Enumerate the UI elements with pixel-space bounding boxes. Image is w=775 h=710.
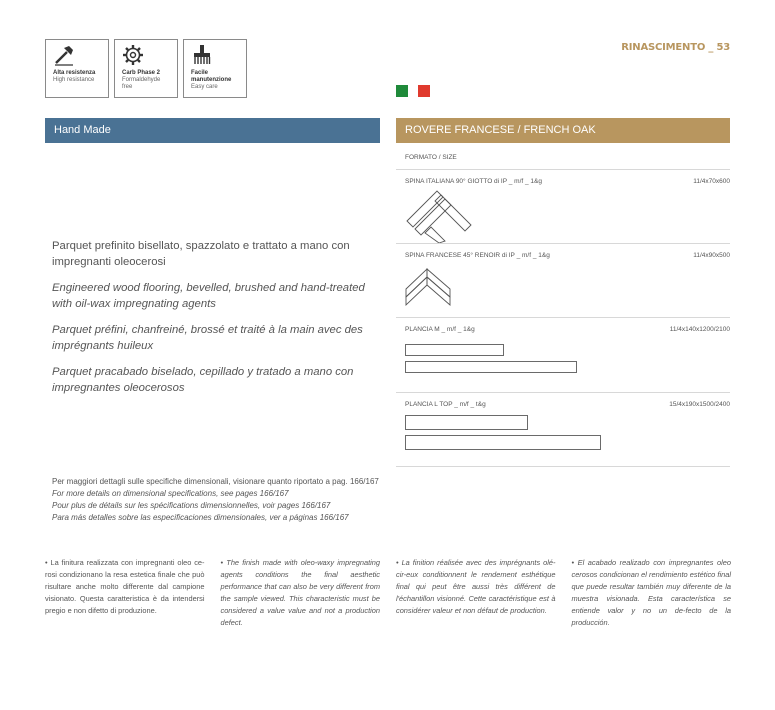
format-size: 11/4x90x500 xyxy=(693,252,730,259)
format-name: SPINA FRANCESE 45° RENOIR di IP _ m/f _ 1&g xyxy=(405,252,550,259)
feature-icons xyxy=(45,39,247,98)
feature-high-resistance xyxy=(45,39,109,98)
brush-icon xyxy=(191,44,213,66)
plank-long xyxy=(405,361,577,373)
description-en: Engineered wood flooring, bevelled, brushed and hand-treated with oil-wax impregnating agents xyxy=(52,282,365,310)
format-size: 11/4x70x600 xyxy=(693,178,730,185)
note-it: • La finitura realizzata con impregnanti oleo ce-rosi condizionano la resa estetica finale che può risultare anche molto differente dal campione visionato. Questa caratteristica è da intendersi pregio e non difetto di produzione. xyxy=(45,558,205,615)
product-title-bar: ROVERE FRANCESE / FRENCH OAK xyxy=(396,118,730,143)
page-label: RINASCIMENTO _ 53 xyxy=(621,42,730,53)
feature-subtitle: High resistance xyxy=(53,77,95,83)
feature-carb-phase xyxy=(114,39,178,98)
format-size: 15/4x190x1500/2400 xyxy=(669,401,730,408)
feature-subtitle: Formaldehyde free xyxy=(122,77,161,90)
details-fr: Pour plus de détails sur les spécifications dimensionnelles, voir pages 166/167 xyxy=(52,501,331,510)
hammer-icon xyxy=(53,44,75,66)
plank-long xyxy=(405,435,601,450)
details-it: Per maggiori dettagli sulle specifiche dimensionali, visionare quanto riportato a pag. 166/167 xyxy=(52,477,379,486)
details-es: Para más detalles sobre las especificaciones dimensionales, ver a páginas 166/167 xyxy=(52,513,349,522)
feature-title: Carb Phase 2 xyxy=(122,70,161,76)
flag-red xyxy=(418,85,430,97)
details-en: For more details on dimensional specifications, see pages 166/167 xyxy=(52,489,289,498)
format-name: PLANCIA M _ m/f _ 1&g xyxy=(405,326,475,333)
description-fr: Parquet préfini, chanfreiné, brossé et traité à la main avec des imprégnants huileux xyxy=(52,324,363,352)
plank-short xyxy=(405,415,528,430)
flag-italy xyxy=(396,85,430,97)
description-it: Parquet prefinito bisellato, spazzolato e trattato a mano con impregnanti oleocerosi xyxy=(52,240,350,268)
format-row xyxy=(396,393,730,467)
dimension-details xyxy=(52,476,379,524)
format-name: SPINA ITALIANA 90° GIOTTO di IP _ m/f _ 1&g xyxy=(405,178,542,185)
chevron-45-diagram xyxy=(405,263,455,309)
note-es: • El acabado realizado con impregnantes oleo cerosos condicionan el rendimiento estético final que puede resultar también muy diferente de la muestra visionada. Esta característica se entiende valor y no un de-fecto de la producción. xyxy=(571,558,731,627)
feature-easy-care xyxy=(183,39,247,98)
flag-green xyxy=(396,85,408,97)
finish-notes xyxy=(45,557,731,629)
gear-icon xyxy=(122,44,144,66)
hand-made-bar: Hand Made xyxy=(45,118,380,143)
format-table xyxy=(396,148,730,467)
feature-subtitle: Easy care xyxy=(191,84,218,90)
format-row xyxy=(396,318,730,393)
descriptions xyxy=(52,238,372,406)
feature-title: Alta resistenza xyxy=(53,70,96,76)
feature-title: Facile manutenzione xyxy=(191,70,232,83)
format-header: FORMATO / SIZE xyxy=(396,148,730,170)
herringbone-90-diagram xyxy=(405,189,475,243)
format-name: PLANCIA L TOP _ m/f _ t&g xyxy=(405,401,486,408)
note-en: • The finish made with oleo-waxy impregnating agents conditions the final aesthetic performance that can also be very different from the sample viewed. This characteristic must be considered a value value and not a production defect. xyxy=(220,558,380,627)
description-es: Parquet pracabado biselado, cepillado y tratado a mano con impregnantes oleocerosos xyxy=(52,366,354,394)
plank-short xyxy=(405,344,504,356)
format-row xyxy=(396,170,730,244)
format-size: 11/4x140x1200/2100 xyxy=(669,326,730,333)
note-fr: • La finition réalisée avec des imprégnants olé-cir-eux conditionnent le rendement esthétique final qui peut être aussi très différent de l'échantillon visionné. Cette caractéristique est à considérer valeur et non défaut de production. xyxy=(396,558,556,615)
format-row xyxy=(396,244,730,318)
